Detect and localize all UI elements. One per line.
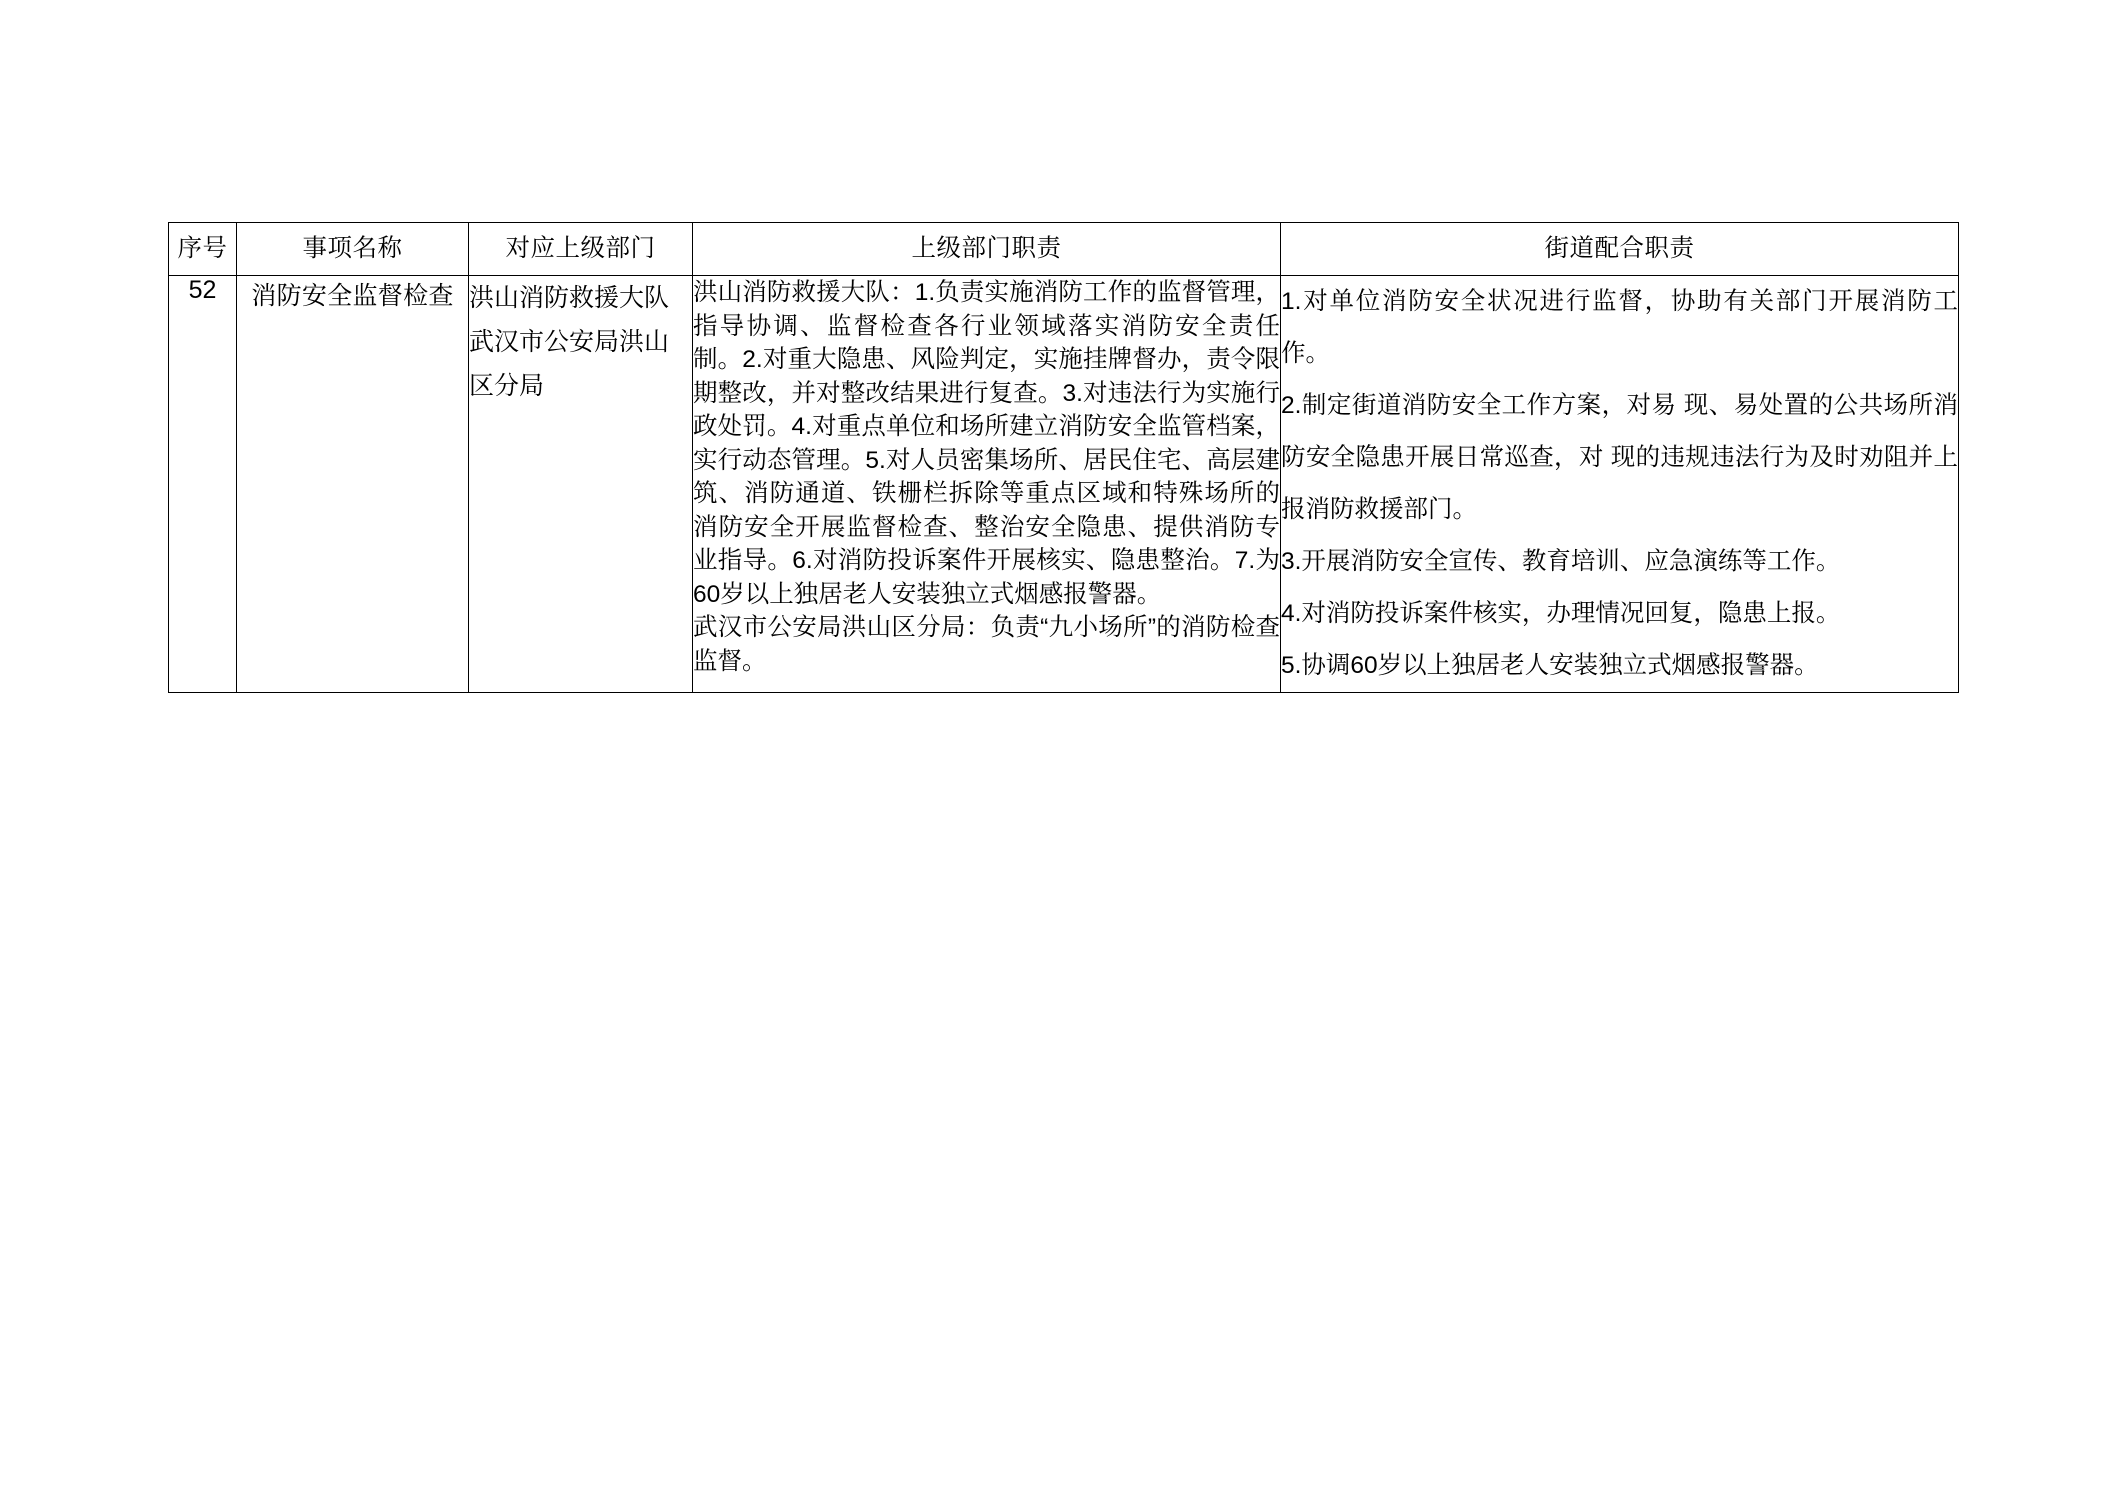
department-line-3: 区分局: [469, 372, 545, 400]
coop-paragraph-4: 4.对消防投诉案件核实，办理情况回复，隐患上报。: [1281, 600, 1841, 627]
coop-paragraph-3: 3.开展消防安全宣传、教育培训、应急演练等工作。: [1281, 548, 1841, 575]
header-cell-seq: 序号: [169, 223, 237, 276]
department-line-2: 武汉市公安局洪山: [469, 328, 670, 356]
table-header-row: [169, 223, 1959, 276]
duty-paragraph-2: 武汉市公安局洪山区分局：负责“九小场所”的消防检查监督。: [693, 614, 1280, 675]
responsibility-table: [168, 222, 1959, 693]
cell-item-name: 消防安全监督检查: [237, 276, 469, 693]
department-line-1: 洪山消防救援大队: [469, 284, 670, 312]
header-cell-name: 事项名称: [237, 223, 469, 276]
header-cell-duty: 上级部门职责: [693, 223, 1281, 276]
duty-paragraph-1: 洪山消防救援大队：1.负责实施消防工作的监督管理，指导协调、监督检查各行业领域落实消防安全责任制。2.对重大隐患、风险判定，实施挂牌督办，责令限期整改，并对整改结果进行复查。3.对违法行为实施行政处罚。4.对重点单位和场所建立消防安全监管档案，实行动态管理。5.对人员密集场所、居民住宅、高层建筑、消防通道、铁栅栏拆除等重点区域和特殊场所的消防安全开展监督检查、整治安全隐患、提供消防专业指导。6.对消防投诉案件开展核实、隐患整治。7.为60岁以上独居老人安装独立式烟感报警器。: [693, 279, 1280, 608]
coop-paragraph-1: 1.对单位消防安全状况进行监督，协助有关部门开展消防工作。: [1281, 288, 1958, 367]
header-cell-dept: 对应上级部门: [469, 223, 693, 276]
cell-sequence-number: 52: [169, 276, 237, 693]
cell-street-cooperation-duties: [1281, 276, 1959, 693]
header-cell-coop: 街道配合职责: [1281, 223, 1959, 276]
coop-paragraph-5: 5.协调60岁以上独居老人安装独立式烟感报警器。: [1281, 652, 1819, 679]
cell-upper-department-duties: [693, 276, 1281, 693]
coop-paragraph-2: 2.制定街道消防安全工作方案，对易 现、易处置的公共场所消防安全隐患开展日常巡查，对 现的违规违法行为及时劝阻并上报消防救援部门。: [1281, 392, 1958, 523]
table-row: [169, 276, 1959, 693]
cell-upper-department: [469, 276, 693, 693]
